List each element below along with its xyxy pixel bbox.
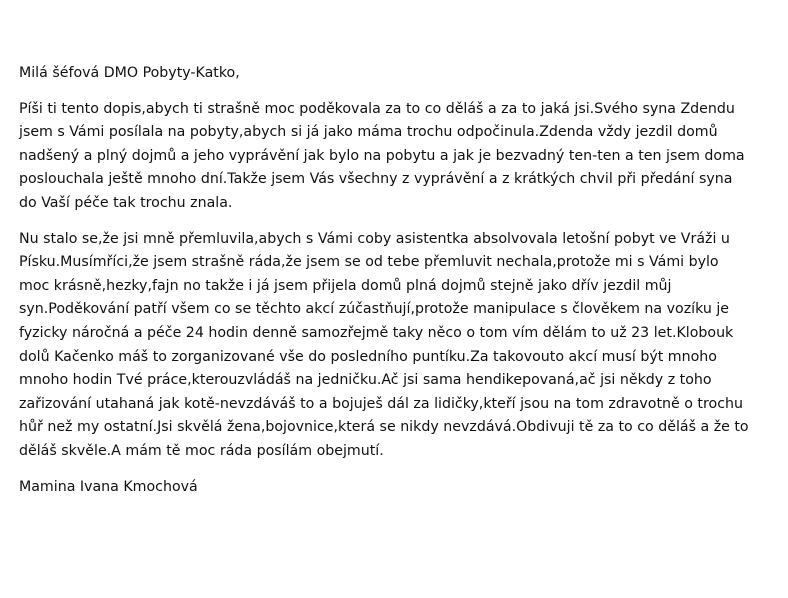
paragraph-2-line: Nu stalo se,že jsi mně přemluvila,abych s Vámi coby asistentka absolvovala letošní pobyt ve Vráži u — [19, 230, 730, 247]
paragraph-1-line: poslouchala ještě mnoho dní.Takže jsem Vás všechny z vyprávění a z krátkých chvil při předání syna — [19, 171, 733, 188]
paragraph-2-line: Písku.Musímříci,že jsem strašně ráda,že jsem se od tebe přemluvit nechala,protože mi s Vámi bylo — [19, 254, 719, 271]
letter-greeting: Milá šéfová DMO Pobyty-Katko, — [19, 65, 240, 81]
paragraph-2-line: hůř než my ostatní.Jsi skvělá žena,bojovnice,která se nikdy nevzdává.Obdivuji tě za to co děláš a že to — [19, 419, 749, 436]
paragraph-1-line: jsem s Vámi posílala na pobyty,abych si já jako máma trochu odpočinula.Zdenda vždy jezdil domů — [19, 124, 718, 141]
letter-paragraph-2 — [19, 228, 779, 464]
paragraph-1-line: do Vaší péče tak trochu znala. — [19, 194, 233, 211]
letter-paragraph-1 — [19, 98, 779, 216]
letter-signature: Mamina Ivana Kmochová — [19, 478, 198, 495]
paragraph-2-line: fyzicky náročná a péče 24 hodin denně samozřejmě taky něco o tom vím dělám to už 23 let.Klobouk — [19, 324, 734, 341]
paragraph-2-line: děláš skvěle.A mám tě moc ráda posílám obejmutí. — [19, 442, 384, 459]
paragraph-1-line: Píši ti tento dopis,abych ti strašně moc poděkovala za to co děláš a za to jaká jsi.Svého syna Zdendu — [19, 100, 735, 117]
paragraph-2-line: mnoho hodin Tvé práce,kterouzvládáš na jedničku.Ač jsi sama hendikepovaná,ač jsi někdy z toho — [19, 372, 712, 389]
paragraph-2-line: dolů Kačenko máš to zorganizované vše do posledního puntíku.Za takovouto akcí musí být mnoho — [19, 348, 717, 365]
paragraph-2-line: moc krásně,hezky,fajn no takže i já jsem přijela domů plná dojmů stejně jako dřív jezdil můj — [19, 277, 672, 294]
paragraph-1-line: nadšený a plný dojmů a jeho vyprávění jak bylo na pobytu a jak je bezvadný ten-ten a ten jsem doma — [19, 147, 745, 164]
paragraph-2-line: zařizování utahaná jak kotě-nevzdáváš to a bojuješ dál za lidičky,kteří jsou na tom zdravotně o trochu — [19, 395, 743, 412]
letter-document — [19, 62, 779, 511]
paragraph-2-line: syn.Poděkování patří všem co se těchto akcí zúčastňují,protože manipulace s člověkem na vozíku je — [19, 301, 730, 318]
